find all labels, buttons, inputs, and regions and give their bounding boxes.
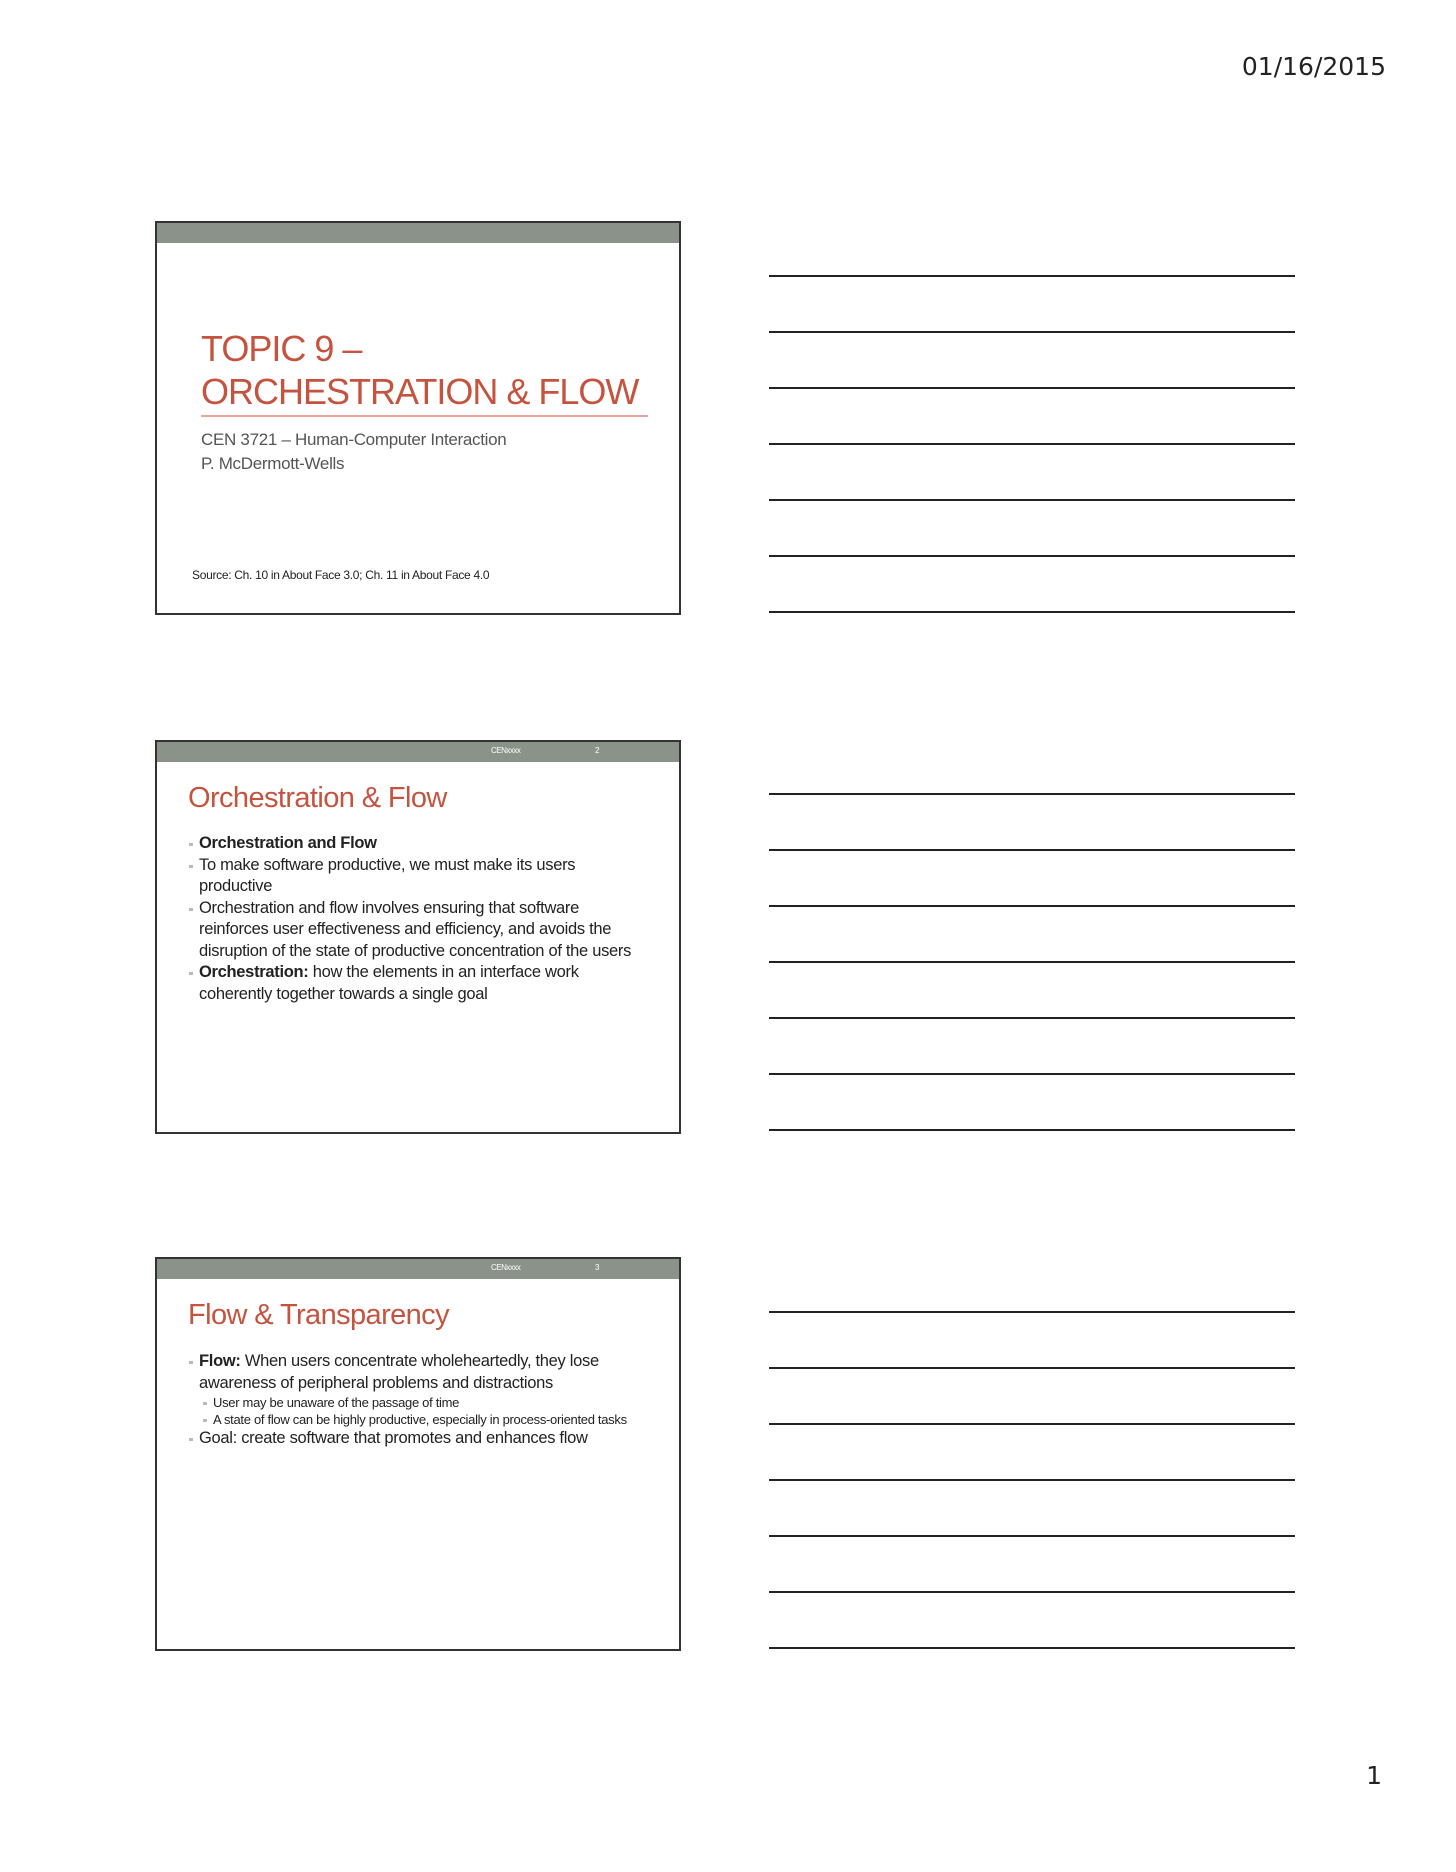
title-line: ORCHESTRATION & FLOW (201, 371, 639, 412)
slide-3-thumbnail (155, 1257, 681, 1651)
note-line (769, 1591, 1295, 1593)
bar-course-code: CENxxxx (491, 746, 521, 755)
note-line (769, 1479, 1295, 1481)
slide-2-heading: Orchestration & Flow (188, 782, 447, 814)
note-line (769, 611, 1295, 613)
source-note: Source: Ch. 10 in About Face 3.0; Ch. 11 in About Face 4.0 (192, 568, 490, 582)
note-line (769, 555, 1295, 557)
note-line (769, 1423, 1295, 1425)
note-line (769, 849, 1295, 851)
note-line (769, 1367, 1295, 1369)
slide-header-bar (157, 742, 679, 762)
note-line (769, 387, 1295, 389)
page-date: 01/16/2015 (1241, 52, 1386, 81)
title-line: TOPIC 9 – (201, 328, 362, 369)
bullet-item: Flow: When users concentrate wholeheartedly, they lose awareness of peripheral problems and distractions (188, 1351, 648, 1394)
note-line (769, 793, 1295, 795)
bar-slide-number: 3 (595, 1263, 600, 1272)
bullet-item: Orchestration: how the elements in an interface work coherently together towards a single goal (188, 962, 648, 1005)
slide-1-subtitle (201, 428, 506, 476)
note-line (769, 331, 1295, 333)
sub-bullet-item: User may be unaware of the passage of time (202, 1394, 648, 1411)
note-line (769, 1017, 1295, 1019)
slide-1-title (201, 327, 638, 413)
note-line (769, 1647, 1295, 1649)
title-divider (201, 415, 648, 417)
slide-header-bar (157, 1259, 679, 1279)
note-line (769, 961, 1295, 963)
note-line (769, 499, 1295, 501)
bullet-item: Goal: create software that promotes and enhances flow (188, 1428, 648, 1450)
slide-3-body (188, 1351, 648, 1450)
bar-course-code: CENxxxx (491, 1263, 521, 1272)
note-line (769, 1535, 1295, 1537)
course-name: CEN 3721 – Human-Computer Interaction (201, 430, 507, 449)
note-line (769, 275, 1295, 277)
bullet-item: To make software productive, we must make its users productive (188, 855, 648, 898)
note-line (769, 443, 1295, 445)
note-line (769, 1073, 1295, 1075)
bar-slide-number: 2 (595, 746, 600, 755)
note-line (769, 1129, 1295, 1131)
bullet-item: Orchestration and flow involves ensuring that software reinforces user effectiveness and efficiency, and avoids the disruption of the state of productive concentration of the users (188, 898, 648, 963)
note-line (769, 1311, 1295, 1313)
note-line (769, 905, 1295, 907)
slide-2-body (188, 833, 648, 1005)
instructor-name: P. McDermott-Wells (201, 454, 345, 473)
slide-1-thumbnail (155, 221, 681, 615)
slide-header-bar (157, 223, 679, 243)
slide-2-thumbnail (155, 740, 681, 1134)
slide-3-heading: Flow & Transparency (188, 1299, 449, 1331)
page-number: 1 (1366, 1761, 1382, 1790)
sub-bullet-item: A state of flow can be highly productive, especially in process-oriented tasks (202, 1411, 648, 1428)
bullet-item: Orchestration and Flow (188, 833, 648, 855)
